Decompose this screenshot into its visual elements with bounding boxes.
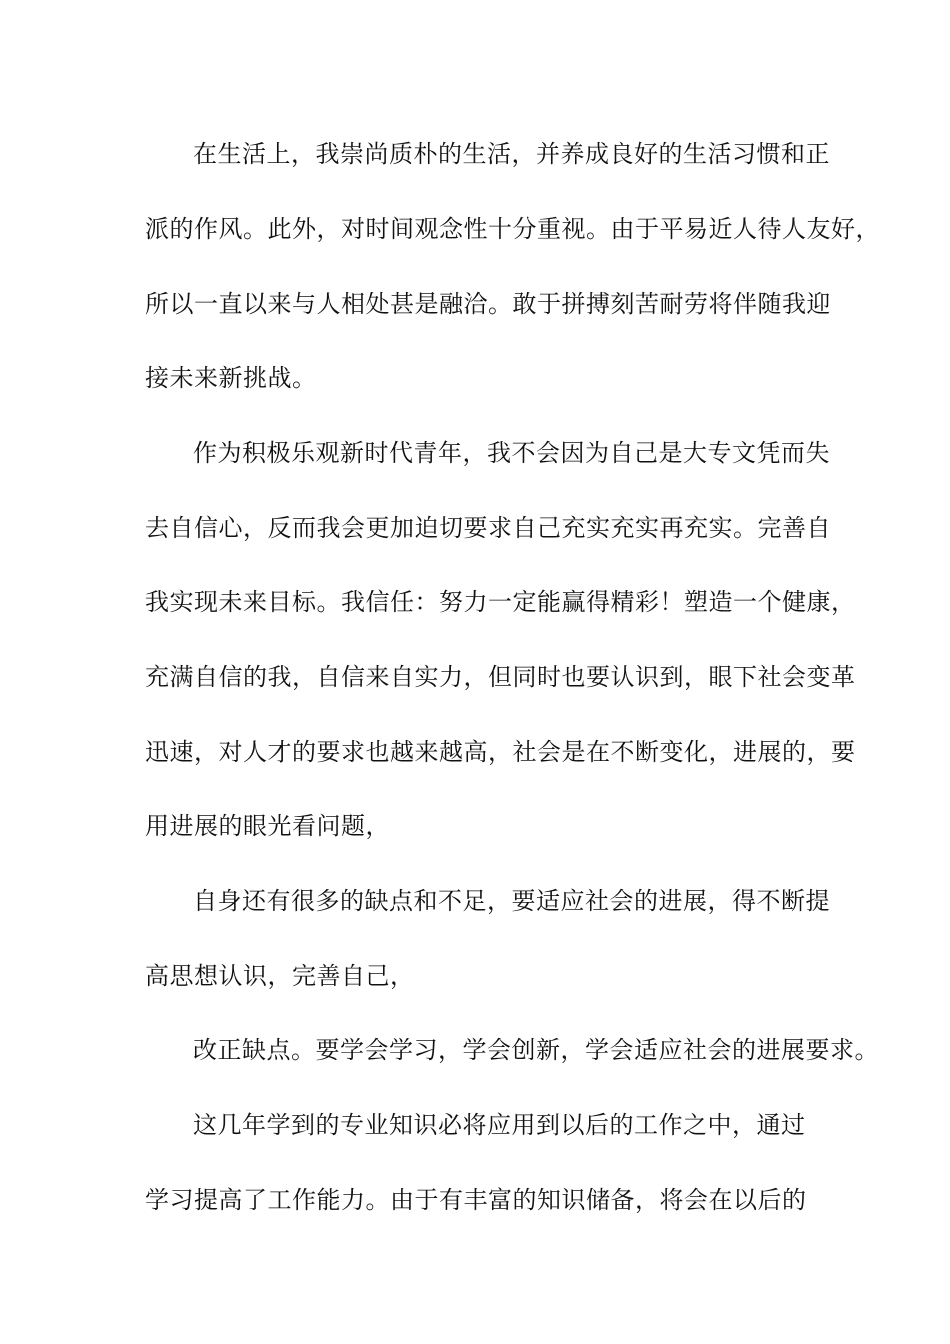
paragraph-line: 接未来新挑战。 [145,364,317,392]
paragraph-line: 学习提高了工作能力。由于有丰富的知识储备，将会在以后的 [145,1186,807,1214]
paragraph-line: 用进展的眼光看问题， [145,812,390,840]
paragraph-line: 所以一直以来与人相处甚是融洽。敢于拼搏刻苦耐劳将伴随我迎 [145,290,831,318]
paragraph-line: 自身还有很多的缺点和不足，要适应社会的进展，得不断提 [193,887,830,915]
paragraph-line: 我实现未来目标。我信任：努力一定能赢得精彩！塑造一个健康， [145,588,856,616]
paragraph-line: 去自信心，反而我会更加迫切要求自己充实充实再充实。完善自 [145,514,831,542]
paragraph-line: 改正缺点。要学会学习，学会创新，学会适应社会的进展要求。 [193,1036,879,1064]
paragraph-line: 这几年学到的专业知识必将应用到以后的工作之中，通过 [193,1111,806,1139]
paragraph-line: 高思想认识，完善自己， [145,962,415,990]
paragraph-line: 迅速，对人才的要求也越来越高，社会是在不断变化，进展的，要 [145,738,856,766]
paragraph-line: 派的作风。此外，对时间观念性十分重视。由于平易近人待人友好， [145,215,880,243]
paragraph-line: 充满自信的我，自信来自实力，但同时也要认识到，眼下社会变革 [145,663,856,691]
paragraph-line: 在生活上，我崇尚质朴的生活，并养成良好的生活习惯和正 [193,140,830,168]
paragraph-line: 作为积极乐观新时代青年，我不会因为自己是大专文凭而失 [193,439,830,467]
